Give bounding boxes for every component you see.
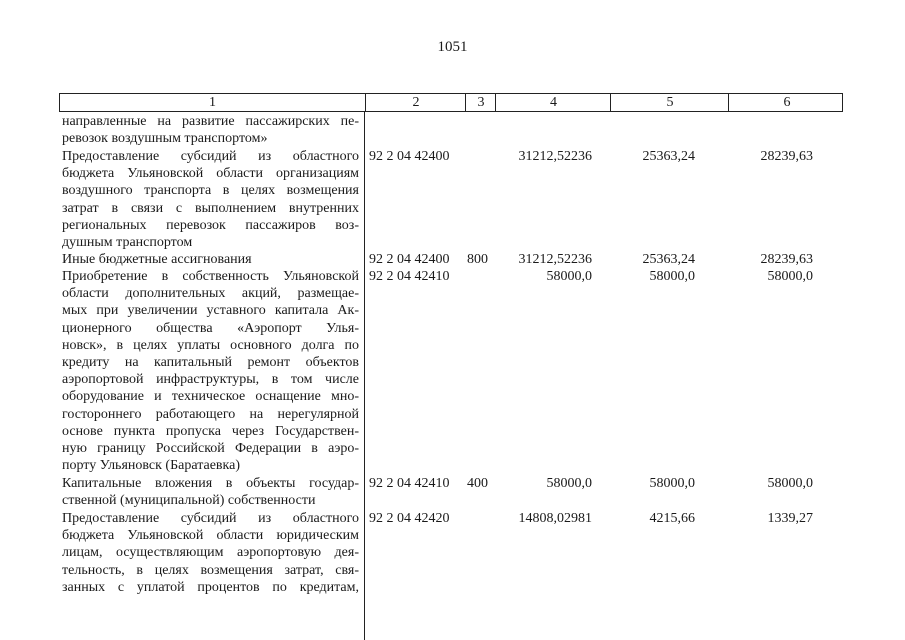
budget-code: 92 2 04 42410 (369, 476, 450, 491)
header-col-6: 6 (728, 94, 845, 111)
description-line: оборудование и техническое оснащение мно- (62, 389, 359, 405)
description-line: региональных перевозок пассажиров воз- (62, 217, 359, 233)
header-col-4: 4 (495, 94, 611, 111)
description-line: ционерного общества «Аэропорт Улья- (62, 320, 359, 336)
amount-col-5: 58000,0 (649, 476, 695, 491)
description-line: Приобретение в собственность Ульяновской (62, 269, 359, 284)
row-description (62, 510, 359, 596)
budget-code: 92 2 04 42420 (369, 511, 450, 526)
row-description (62, 268, 359, 474)
description-line: воздушного транспорта в целях возмещения (62, 183, 359, 199)
amount-col-6: 58000,0 (767, 476, 813, 491)
row-description (62, 148, 359, 251)
amount-col-6: 28239,63 (760, 149, 813, 164)
description-line: Иные бюджетные ассигнования (62, 252, 252, 267)
header-col-2: 2 (365, 94, 466, 111)
expense-type: 400 (467, 476, 488, 491)
description-line: порту Ульяновск (Баратаевка) (62, 458, 240, 474)
amount-col-6: 58000,0 (767, 269, 813, 284)
header-col-5: 5 (610, 94, 729, 111)
row-description (62, 475, 359, 509)
description-line: Предоставление субсидий из областного (62, 511, 359, 526)
budget-code: 92 2 04 42400 (369, 149, 450, 164)
amount-col-6: 28239,63 (760, 252, 813, 267)
description-line: душным транспортом (62, 234, 193, 250)
amount-col-4: 14808,02981 (518, 511, 592, 526)
description-line: ную границу Российской Федерации в аэро- (62, 440, 359, 456)
header-col-1: 1 (209, 95, 216, 110)
description-line: тельность, в целях возмещения затрат, свя- (62, 562, 359, 578)
description-line: занных с уплатой процентов по кредитам, (62, 579, 359, 595)
description-line: лицам, осуществляющим аэропортовую дея- (62, 545, 359, 561)
budget-code: 92 2 04 42400 (369, 252, 450, 267)
description-line: бюджета Ульяновской области юридическим (62, 528, 359, 544)
row-description (62, 113, 359, 147)
description-line: кредиту на капитальный ремонт объектов (62, 354, 359, 370)
description-line: направленные на развитие пассажирских пе- (62, 114, 359, 129)
row-description (62, 251, 359, 268)
description-line: области дополнительных акций, размещае- (62, 286, 359, 302)
description-line: гостороннего работающего на нерегулярной (62, 406, 359, 422)
description-line: ревозок воздушным транспортом» (62, 131, 268, 147)
amount-col-4: 31212,52236 (518, 252, 592, 267)
description-line: затрат в связи с выполнением внутренних (62, 200, 359, 216)
description-line: новск», в целях уплаты основного долга по (62, 337, 359, 353)
header-col-3: 3 (465, 94, 496, 111)
table-header (59, 93, 843, 112)
budget-code: 92 2 04 42410 (369, 269, 450, 284)
amount-col-5: 4215,66 (649, 511, 695, 526)
description-line: мых при увеличении уставного капитала Ак- (62, 303, 359, 319)
description-line: основе пункта пропуска через Государствен- (62, 423, 359, 439)
description-line: бюджета Ульяновской области организациям (62, 166, 359, 182)
amount-col-5: 58000,0 (649, 269, 695, 284)
description-line: Предоставление субсидий из областного (62, 149, 359, 164)
expense-type: 800 (467, 252, 488, 267)
amount-col-4: 58000,0 (546, 269, 592, 284)
description-line: аэропортовой инфраструктуры, в том числе (62, 372, 359, 388)
amount-col-5: 25363,24 (642, 252, 695, 267)
amount-col-4: 58000,0 (546, 476, 592, 491)
description-line: ственной (муниципальной) собственности (62, 493, 316, 509)
amount-col-4: 31212,52236 (518, 149, 592, 164)
description-line: Капитальные вложения в объекты государ- (62, 476, 359, 491)
page-number: 1051 (437, 39, 468, 55)
column-divider (364, 112, 365, 640)
amount-col-5: 25363,24 (642, 149, 695, 164)
amount-col-6: 1339,27 (767, 511, 813, 526)
